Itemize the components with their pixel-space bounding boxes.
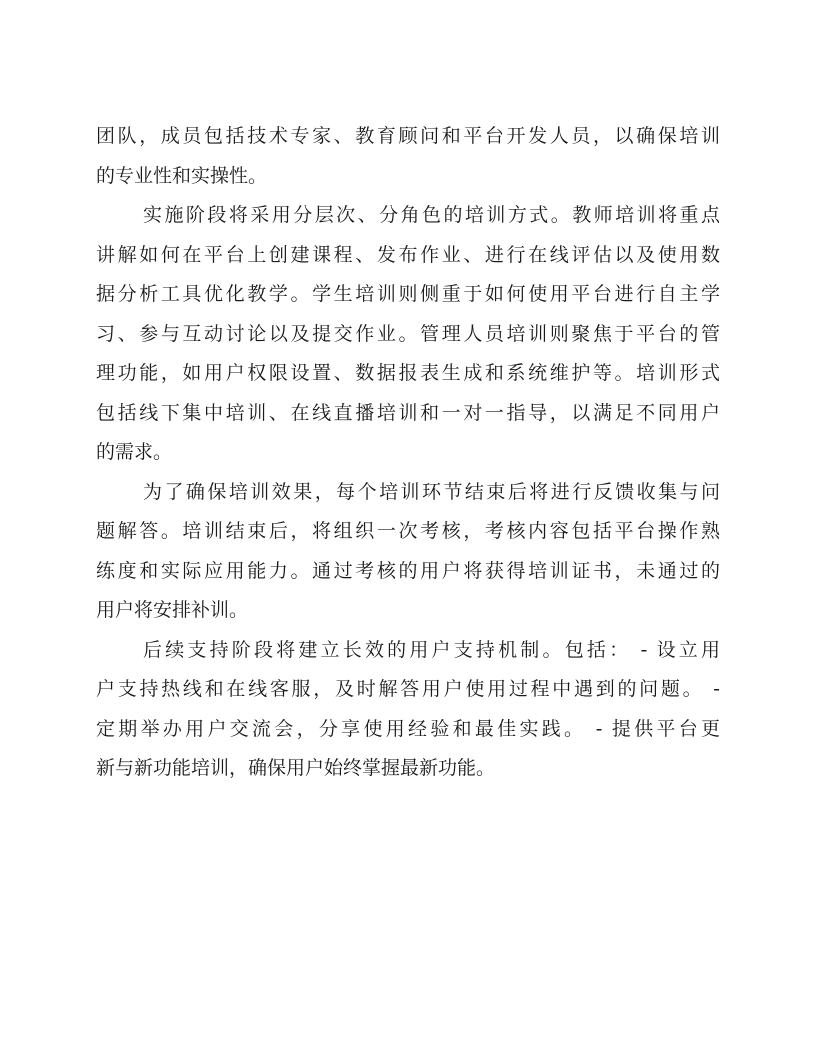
text-line: 据分析工具优化教学。学生培训则侧重于如何使用平台进行自主学 — [96, 283, 720, 305]
text-line: 定期举办用户交流会，分享使用经验和最佳实践。 - 提供平台更 — [96, 717, 720, 740]
text-line: 用户将安排补训。 — [96, 599, 249, 621]
text-line: 练度和实际应用能力。通过考核的用户将获得培训证书，未通过的 — [96, 559, 720, 582]
text-line: 新与新功能培训，确保用户始终掌握最新功能。 — [96, 757, 496, 779]
text-line: 为了确保培训效果，每个培训环节结束后将进行反馈收集与问 — [143, 480, 720, 503]
text-line: 的需求。 — [96, 441, 173, 463]
text-line: 团队，成员包括技术专家、教育顾问和平台开发人员，以确保培训 — [96, 125, 720, 147]
paragraph-team-continuation — [96, 117, 720, 196]
text-line: 实施阶段将采用分层次、分角色的培训方式。教师培训将重点 — [143, 204, 720, 226]
text-line: 习、参与互动讨论以及提交作业。管理人员培训则聚焦于平台的管 — [96, 322, 720, 345]
paragraph-implementation — [96, 196, 720, 473]
document-body — [96, 117, 720, 789]
paragraph-follow-up-support — [96, 631, 720, 789]
text-line: 的专业性和实操性。 — [96, 164, 268, 187]
text-line: 户支持热线和在线客服，及时解答用户使用过程中遇到的问题。 - — [96, 678, 720, 700]
text-line: 理功能，如用户权限设置、数据报表生成和系统维护等。培训形式 — [96, 362, 720, 384]
text-line: 讲解如何在平台上创建课程、发布作业、进行在线评估以及使用数 — [96, 243, 720, 266]
text-line: 题解答。培训结束后，将组织一次考核，考核内容包括平台操作熟 — [96, 520, 720, 542]
text-line: 后续支持阶段将建立长效的用户支持机制。包括： - 设立用 — [143, 638, 720, 661]
paragraph-feedback-assessment — [96, 473, 720, 631]
text-line: 包括线下集中培训、在线直播培训和一对一指导，以满足不同用户 — [96, 401, 720, 424]
